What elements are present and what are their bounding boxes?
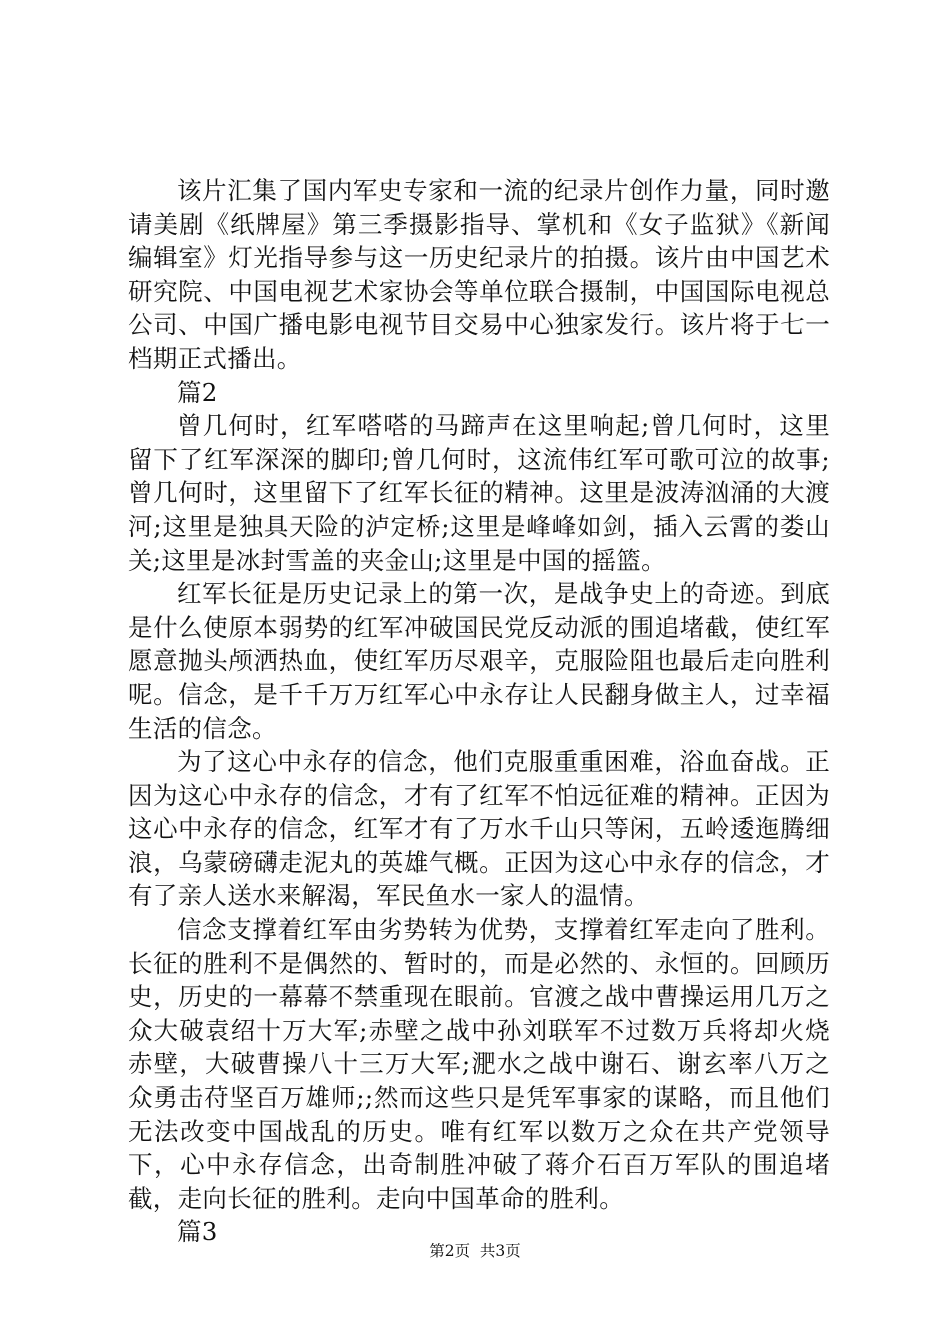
- section-heading-2: 篇2: [177, 377, 218, 407]
- page-footer: [0, 1241, 950, 1261]
- paragraph-once-upon: 曾几何时，红军嗒嗒的马蹄声在这里响起;曾几何时，这里留下了红军深深的脚印;曾几何时，这流伟红军可歌可泣的故事;曾几何时，这里留下了红军长征的精神。这里是波涛汹涌的大渡河;这里是独具天险的泸定桥;这里是峰峰如剑，插入云霄的娄山关;这里是冰封雪盖的夹金山;这里是中国的摇篮。: [128, 411, 830, 575]
- paragraph-belief: 为了这心中永存的信念，他们克服重重困难，浴血奋战。正因为这心中永存的信念，才有了红军不怕远征难的精神。正因为这心中永存的信念，红军才有了万水千山只等闲，五岭逶迤腾细浪，乌蒙磅礴走泥丸的英雄气概。正因为这心中永存的信念，才有了亲人送水来解渴，军民鱼水一家人的温情。: [128, 747, 830, 911]
- paragraph-intro: 该片汇集了国内军史专家和一流的纪录片创作力量，同时邀请美剧《纸牌屋》第三季摄影指导、掌机和《女子监狱》《新闻编辑室》灯光指导参与这一历史纪录片的拍摄。该片由中国艺术研究院、中国电视艺术家协会等单位联合摄制，中国国际电视总公司、中国广播电影电视节目交易中心独家发行。该片将于七一档期正式播出。: [128, 176, 830, 373]
- paragraph-long-march-miracle: 红军长征是历史记录上的第一次，是战争史上的奇迹。到底是什么使原本弱势的红军冲破国民党反动派的围追堵截，使红军愿意抛头颅洒热血，使红军历尽艰辛，克服险阻也最后走向胜利呢。信念，是千千万万红军心中永存让人民翻身做主人，过幸福生活的信念。: [128, 579, 830, 743]
- page-number: 第2页 共3页: [429, 1242, 521, 1260]
- section-heading-3: 篇3: [177, 1217, 218, 1247]
- body-text: [128, 174, 830, 1249]
- paragraph-victory: 信念支撑着红军由劣势转为优势，支撑着红军走向了胜利。长征的胜利不是偶然的、暂时的，而是必然的、永恒的。回顾历史，历史的一幕幕不禁重现在眼前。官渡之战中曹操运用几万之众大破袁绍十万大军;赤壁之战中孙刘联军不过数万兵将却火烧赤壁，大破曹操八十三万大军;淝水之战中谢石、谢玄率八万之众勇击苻坚百万雄师;;然而这些只是凭军事家的谋略，而且他们无法改变中国战乱的历史。唯有红军以数万之众在共产党领导下，心中永存信念，出奇制胜冲破了蒋介石百万军队的围追堵截，走向长征的胜利。走向中国革命的胜利。: [128, 915, 830, 1213]
